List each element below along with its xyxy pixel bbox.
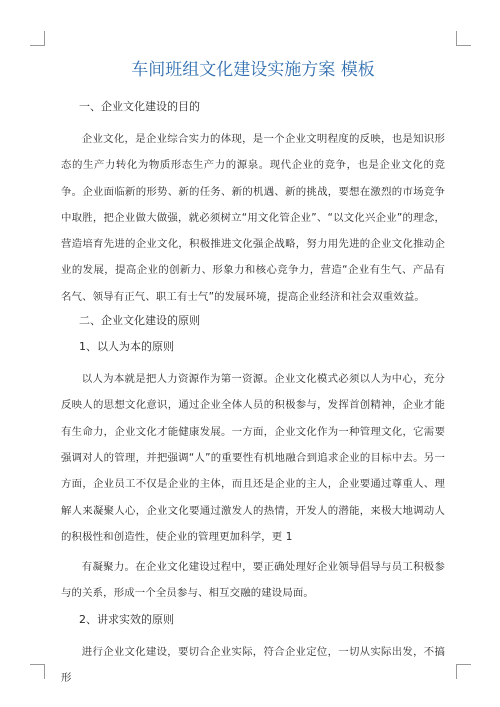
crop-mark-bottom-right — [456, 664, 471, 679]
document-body — [61, 58, 445, 695]
crop-mark-top-left — [30, 31, 45, 46]
document-title: 车间班组文化建设实施方案 模板 — [131, 60, 375, 80]
crop-mark-bottom-left — [30, 664, 45, 679]
paragraph-cohesion: 有凝聚力。在企业文化建设过程中，要正确处理好企业领导倡导与员工积极参与的关系，形成一个全员参与、相互交融的建设局面。 — [61, 561, 445, 600]
subheading-people-oriented: 1、以人为本的原则 — [79, 340, 174, 354]
crop-mark-top-right — [456, 31, 471, 46]
section-heading-principles: 二、企业文化建设的原则 — [79, 314, 200, 328]
section-heading-purpose: 一、企业文化建设的目的 — [79, 100, 200, 113]
paragraph-practical-results: 进行企业文化建设，要切合企业实际，符合企业定位，一切从实际出发，不搞形 — [61, 645, 445, 685]
subheading-practical-results: 2、讲求实效的原则 — [79, 612, 174, 626]
paragraph-purpose: 企业文化，是企业综合实力的体现，是一个企业文明程度的反映，也是知识形态的生产力转化为物质形态生产力的源泉。现代企业的竞争，也是企业文化的竞争。企业面临新的形势、新的任务、新的机遇、新的挑战，要想在激烈的市场竞争中取胜，把企业做大做强，就必须树立“用文化管企业”、“以文化兴企业”的理念，营造培育先进的企业文化，积极推进文化强企战略，努力用先进的企业文化推动企业的发展，提高企业的创新力、形象力和核心竞争力，营造“企业有生气、产品有名气、领导有正气、职工有士气”的发展环境，提高企业经济和社会双重效益。 — [61, 133, 445, 303]
paragraph-people-oriented: 以人为本就是把人力资源作为第一资源。企业文化模式必须以人为中心，充分反映人的思想文化意识，通过企业全体人员的积极参与，发挥首创精神，企业才能有生命力，企业文化才能健康发展。一方面，企业文化作为一种管理文化，它需要强调对人的管理，并把强调“人”的重要性有机地融合到追求企业的目标中去。另一方面，企业员工不仅是企业的主体，而且还是企业的主人，企业要通过尊重人、理解人来凝聚人心，企业文化要通过激发人的热情，开发人的潜能，来极大地调动人的积极性和创造性，使企业的管理更加科学，更 1 — [61, 373, 445, 543]
